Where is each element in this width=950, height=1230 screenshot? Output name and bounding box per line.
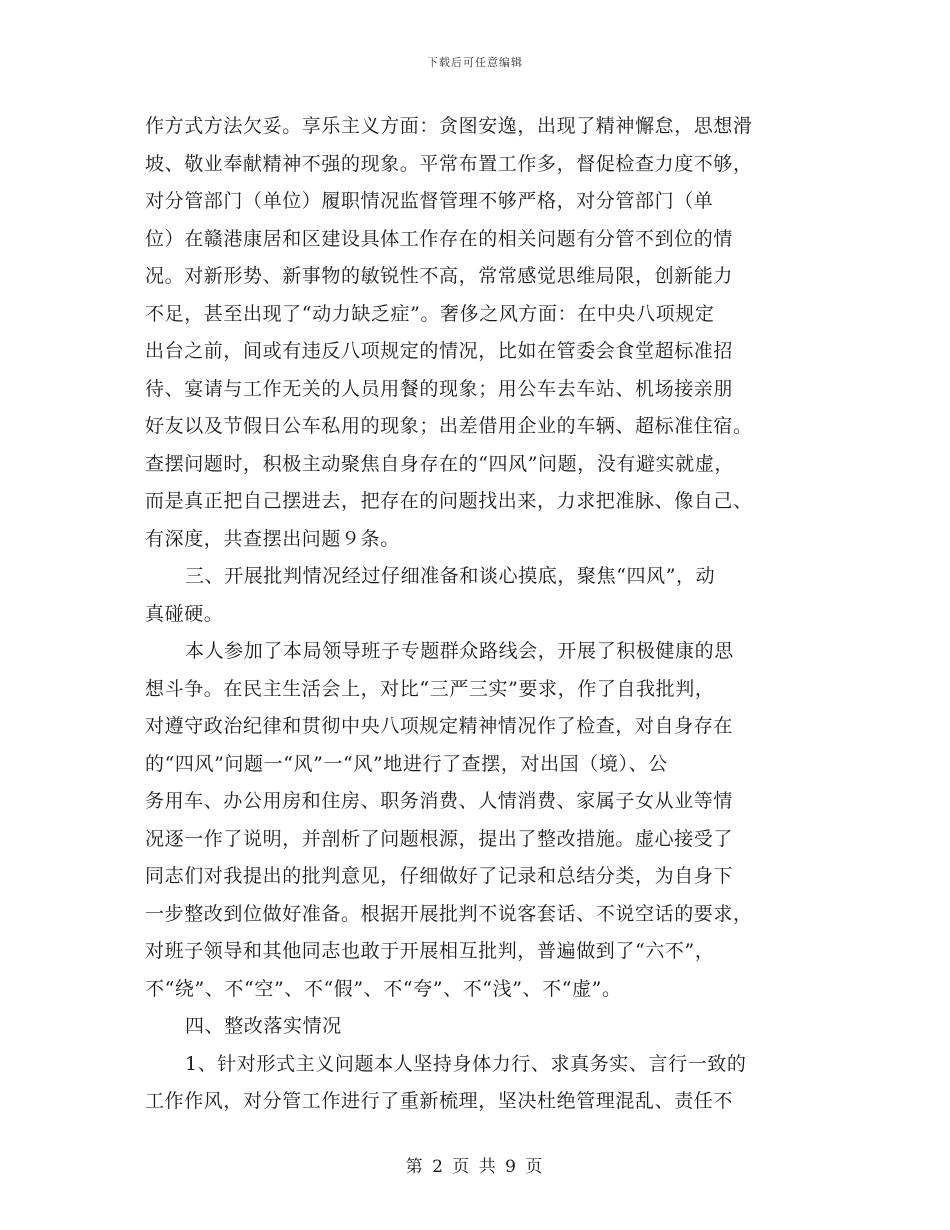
paragraph-start: 1、针对形式主义问题本人坚持身体力行、求真务实、言行一致的 [185, 1052, 747, 1075]
document-body [145, 108, 815, 1121]
text-line: 不“绕”、不“空”、不“假”、不“夸”、不“浅”、不“虚”。 [145, 977, 622, 1000]
text-line: 况。对新形势、新事物的敏锐性不高，常常感觉思维局限，创新能力 [145, 265, 734, 287]
text-line: 对分管部门（单位）履职情况监督管理不够严格，对分管部门（单 [145, 190, 714, 212]
text-line: 有深度，共查摆出问题９条。 [145, 527, 400, 550]
text-line: 务用车、办公用房和住房、职务消费、人情消费、家属子女从业等情 [145, 790, 734, 812]
page-header: 下载后可任意编辑 [427, 56, 523, 69]
text-line: 对遵守政治纪律和贯彻中央八项规定精神情况作了检查，对自身存在 [145, 715, 734, 737]
text-line: 作方式方法欠妥。享乐主义方面：贪图安逸，出现了精神懈怠，思想滑 [145, 115, 753, 137]
paragraph-start: 本人参加了本局领导班子专题群众路线会，开展了积极健康的思 [185, 640, 734, 662]
text-line: 查摆问题时，积极主动聚焦自身存在的“四风”问题，没有避实就虚， [145, 452, 735, 475]
section-heading-3: 三、开展批判情况经过仔细准备和谈心摸底，聚焦“四风”，动 [185, 565, 716, 587]
text-line: 的“四风”问题一“风”一“风”地进行了查摆，对出国（境）、公 [145, 752, 668, 775]
text-line: 位）在赣港康居和区建设具体工作存在的相关问题有分管不到位的情 [145, 227, 734, 250]
text-line: 工作作风，对分管工作进行了重新梳理，坚决杜绝管理混乱、责任不 [145, 1090, 734, 1112]
text-line: 坡、敬业奉献精神不强的现象。平常布置工作多，督促检查力度不够， [145, 152, 753, 175]
text-line: 想斗争。在民主生活会上，对比“三严三实”要求，作了自我批判， [145, 677, 715, 700]
text-line: 真碰硬。 [145, 602, 224, 625]
page-number: 第 2 页 共 9 页 [405, 1157, 545, 1177]
text-line: 待、宴请与工作无关的人员用餐的现象；用公车去车站、机场接亲朋 [145, 377, 734, 400]
text-line: 同志们对我提出的批判意见，仔细做好了记录和总结分类，为自身下 [145, 865, 734, 887]
text-line: 对班子领导和其他同志也敢于开展相互批判，普遍做到了“六不”， [145, 940, 715, 962]
text-line: 一步整改到位做好准备。根据开展批判不说客套话、不说空话的要求， [145, 902, 753, 925]
text-line: 好友以及节假日公车私用的现象；出差借用企业的车辆、超标准住宿。 [145, 415, 753, 437]
section-heading-4: 四、整改落实情况 [185, 1015, 342, 1037]
text-line: 不足，甚至出现了“动力缺乏症”。奢侈之风方面：在中央八项规定 [145, 302, 715, 325]
text-line: 出台之前，间或有违反八项规定的情况，比如在管委会食堂超标准招 [145, 340, 734, 362]
text-line: 而是真正把自己摆进去，把存在的问题找出来，力求把准脉、像自己、 [145, 490, 753, 512]
text-line: 况逐一作了说明，并剖析了问题根源，提出了整改措施。虚心接受了 [145, 827, 734, 850]
